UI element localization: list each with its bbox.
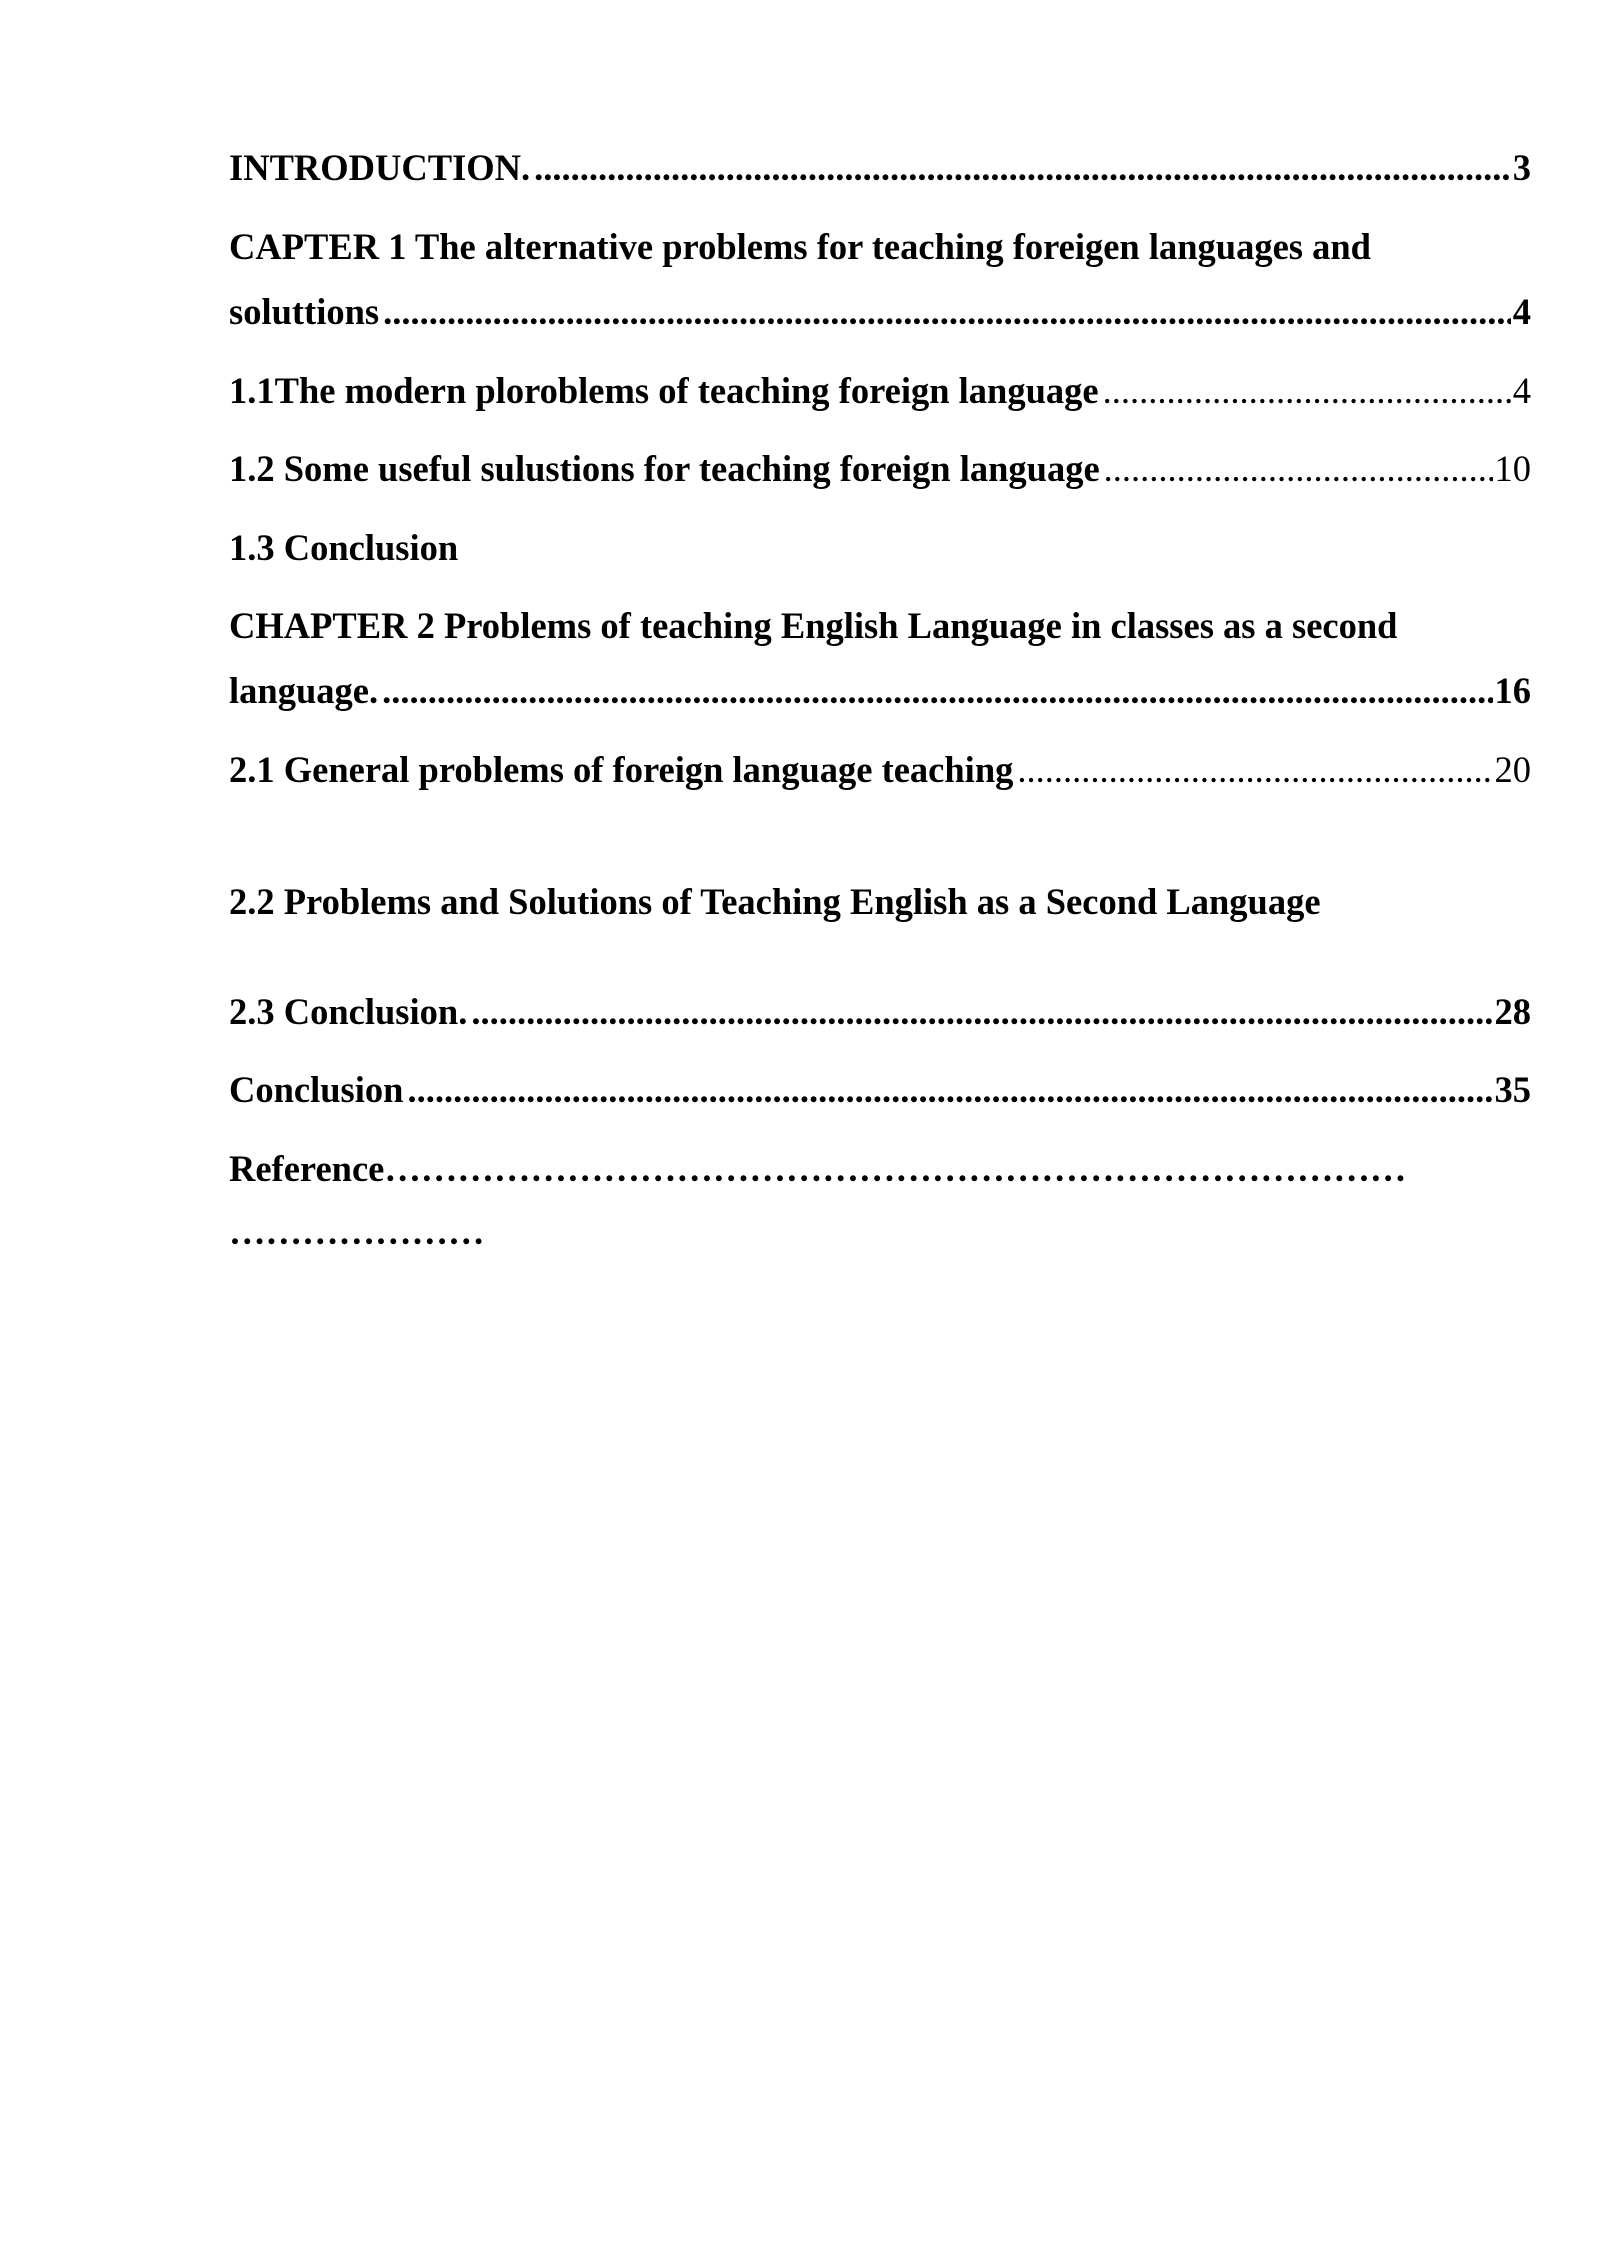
toc-page-number: 20 [1494, 750, 1531, 790]
toc-entry-chapter-2[interactable] [229, 606, 1531, 711]
toc-page-number: 16 [1494, 671, 1531, 711]
toc-entry-conclusion[interactable] [229, 1070, 1531, 1110]
toc-label: 1.2 Some useful sulustions for teaching foreign language [229, 449, 1100, 489]
toc-page-number: 3 [1512, 148, 1531, 188]
toc-label-line-2: soluttions [229, 292, 380, 332]
toc-label: 1.3 Conclusion [229, 528, 459, 568]
dot-leader [1017, 750, 1492, 790]
toc-label-line-2: ………………… [229, 1212, 485, 1252]
toc-label: 2.2 Problems and Solutions of Teaching English as a Second Language [229, 882, 1321, 922]
dot-leader [1103, 371, 1511, 411]
toc-label: 1.1The modern ploroblems of teaching foreign language [229, 371, 1099, 411]
dot-leader [382, 671, 1492, 711]
toc-label: 2.1 General problems of foreign language teaching [229, 750, 1014, 790]
toc-entry-section-2-2[interactable] [229, 882, 1531, 922]
toc-label: Conclusion [229, 1070, 404, 1110]
dot-leader [1104, 449, 1493, 489]
toc-entry-section-2-3[interactable] [229, 992, 1531, 1032]
toc-label-line-2: language. [229, 671, 379, 711]
toc-label: INTRODUCTION. [229, 148, 531, 188]
dot-leader [471, 992, 1492, 1032]
toc-entry-section-1-1[interactable] [229, 371, 1531, 411]
toc-label: 2.3 Conclusion. [229, 992, 468, 1032]
toc-entry-reference[interactable] [229, 1149, 1531, 1252]
toc-page-number: 28 [1494, 992, 1531, 1032]
toc-entry-chapter-1[interactable] [229, 227, 1531, 332]
dot-leader [407, 1070, 1492, 1110]
toc-page-number: 35 [1494, 1070, 1531, 1110]
dot-leader [534, 148, 1511, 188]
toc-entry-section-1-2[interactable] [229, 449, 1531, 489]
toc-page-number: 10 [1494, 449, 1531, 489]
toc-label-line-1: Reference………………………………………………………………………… [229, 1149, 1407, 1189]
toc-entry-section-1-3[interactable] [229, 528, 1531, 568]
toc-label-line-1: CAPTER 1 The alternative problems for teaching foreigen languages and [229, 227, 1371, 267]
toc-entry-section-2-1[interactable] [229, 750, 1531, 790]
toc-page-number: 4 [1512, 371, 1531, 411]
dot-leader [383, 292, 1511, 332]
toc-entry-introduction[interactable] [229, 148, 1531, 188]
toc-label-line-1: CHAPTER 2 Problems of teaching English Language in classes as a second [229, 606, 1398, 646]
toc-page-number: 4 [1512, 292, 1531, 332]
